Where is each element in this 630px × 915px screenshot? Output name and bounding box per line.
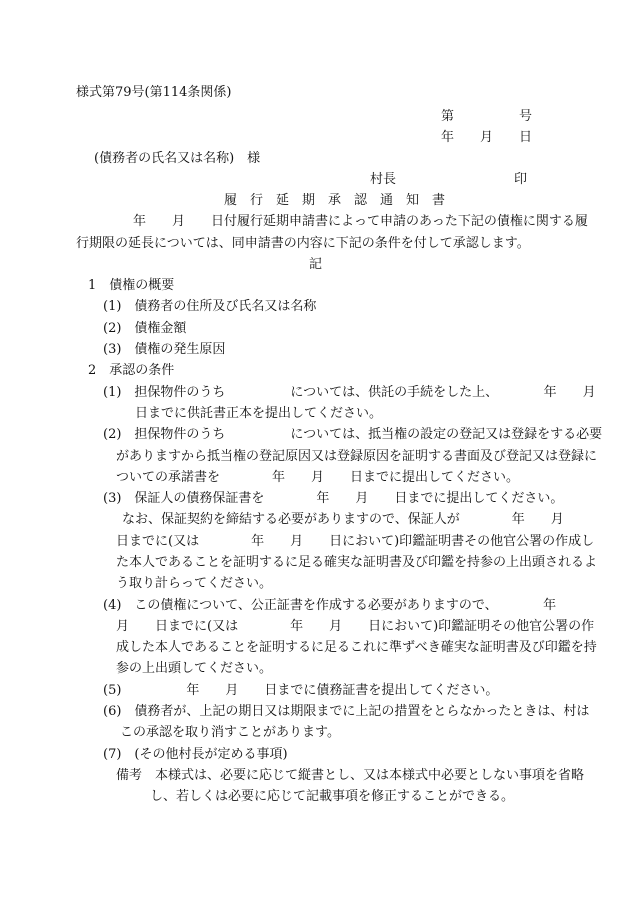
seal-mark: 印 xyxy=(514,172,528,187)
condition-2-line: (2) 担保物件のうち については、抵当権の設定の登記又は登録をする必要 xyxy=(103,427,603,442)
document-title: 履 行 延 期 承 認 通 知 書 xyxy=(224,193,446,208)
section1-item: (1) 債務者の住所及び氏名又は名称 xyxy=(103,299,317,314)
condition-4-line: 月 日までに(又は 年 月 日において)印鑑証明その他官公署の作 xyxy=(116,619,595,634)
section1-heading: 1 債権の概要 xyxy=(88,278,175,293)
document-number: 第 号 xyxy=(441,109,533,124)
condition-1-line: (1) 担保物件のうち については、供託の手続をした上、 年 月 xyxy=(103,385,596,400)
condition-4-line: 成した本人であることを証明するに足るこれに準ずべき確実な証明書及び印鑑を持 xyxy=(116,640,597,655)
condition-2-line: ついての承諾書を 年 月 日までに提出してください。 xyxy=(116,470,520,485)
section1-item: (3) 債権の発生原因 xyxy=(103,342,226,357)
condition-4-line: (4) この債権について、公正証書を作成する必要がありますので、 年 xyxy=(103,598,557,613)
addressee: (債務者の氏名又は名称) 様 xyxy=(94,151,261,166)
condition-5-line: (5) 年 月 日までに債務証書を提出してください。 xyxy=(103,683,499,698)
form-number-label: 様式第79号(第114条関係) xyxy=(76,85,232,100)
condition-6-line: この承認を取り消すことがあります。 xyxy=(120,725,340,740)
condition-2-line: がありますから抵当権の登記原因又は登録原因を証明する書面及び登記又は登録に xyxy=(116,449,598,464)
condition-3-line: なお、保証契約を締結する必要がありますので、保証人が 年 月 xyxy=(122,512,564,527)
section2-heading: 2 承認の条件 xyxy=(88,363,175,378)
issuer-title: 村長 xyxy=(370,172,397,187)
condition-3-line: た本人であることを証明するに足る確実な証明書及び印鑑を持参の上出頭されるよ xyxy=(116,555,598,570)
intro-line-2: 行期限の延長については、同申請書の内容に下記の条件を付して承認します。 xyxy=(76,236,530,251)
condition-3-line: (3) 保証人の債務保証書を 年 月 日までに提出してください。 xyxy=(103,491,564,506)
condition-1-line: 日までに供託書正本を提出してください。 xyxy=(135,406,383,421)
intro-line-1: 年 月 日付履行延期申請書によって申請のあった下記の債権に関する履 xyxy=(133,214,588,229)
document-date: 年 月 日 xyxy=(441,130,533,145)
ki-heading: 記 xyxy=(309,257,323,272)
condition-7-line: (7) (その他村長が定める事項) xyxy=(103,747,288,762)
remarks-line: 備考 本様式は、必要に応じて縦書とし、又は本様式中必要としない事項を省略 xyxy=(116,768,585,783)
section1-item: (2) 債権金額 xyxy=(103,321,187,336)
condition-3-line: う取り計らってください。 xyxy=(116,576,273,591)
condition-4-line: 参の上出頭してください。 xyxy=(116,661,273,676)
condition-6-line: (6) 債務者が、上記の期日又は期限までに上記の措置をとらなかったときは、村は xyxy=(103,704,590,719)
remarks-line: し、若しくは必要に応じて記載事項を修正することができる。 xyxy=(150,789,515,804)
condition-3-line: 日までに(又は 年 月 日において)印鑑証明書その他官公署の作成し xyxy=(116,534,595,549)
